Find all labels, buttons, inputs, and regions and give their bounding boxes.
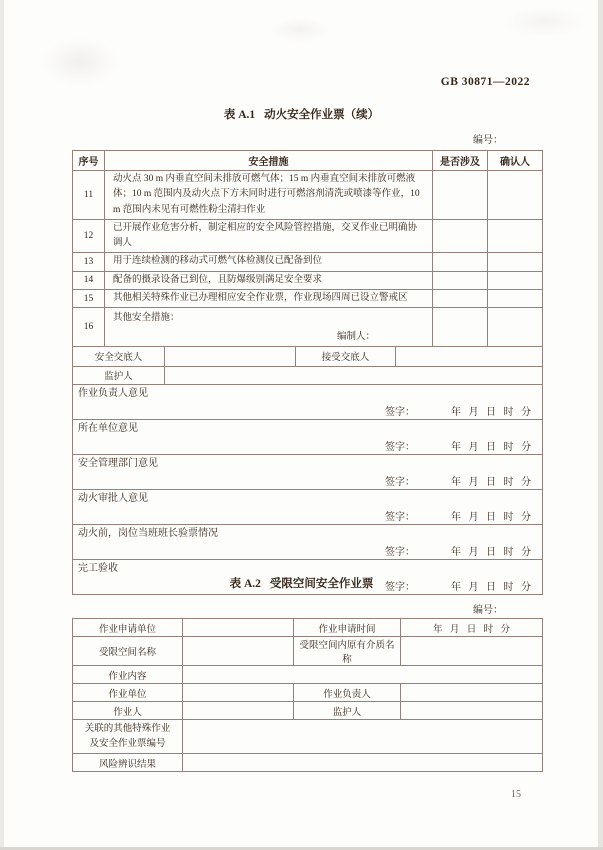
row-related-permits [73,720,543,754]
apply-time-value: 年 月 日 时 分 [401,619,543,637]
opinion-cell [73,454,543,489]
briefing-giver-value [165,346,296,366]
opinion-row-ticket-check [73,524,543,559]
measure-no: 15 [73,290,105,308]
briefing-receiver-value [396,346,543,366]
col-header-confirmer: 确认人 [488,151,543,171]
measure-row-12 [73,219,543,253]
related-permits-label [73,720,183,754]
signature-line [78,543,537,558]
worker-value [183,702,294,720]
briefing-row [73,346,543,366]
involved-cell [433,253,488,271]
measure-text: 其他相关特殊作业已办理相应安全作业票，作业现场四周已设立警戒区 [105,290,433,308]
briefing-giver-label: 安全交底人 [73,346,165,366]
row-content [73,666,543,684]
row-risk [73,754,543,772]
confirmer-cell [488,271,543,289]
sign-label: 签字： [385,476,415,488]
date-placeholder: 年 月 日 时 分 [451,581,531,593]
confirmer-cell [488,290,543,308]
confirmer-cell [488,171,543,220]
page-number: 15 [511,789,521,800]
measure-no: 12 [73,219,105,253]
content-value [183,666,543,684]
date-placeholder: 年 月 日 时 分 [451,511,531,523]
other-measure-label: 其他安全措施： [113,313,180,324]
signature-line [78,473,537,488]
worker-label: 作业人 [73,702,183,720]
sign-label: 签字： [385,511,415,523]
measure-row-13 [73,253,543,271]
opinion-cell [73,384,543,419]
signature-line [78,438,537,453]
opinion-row-approver [73,489,543,524]
standard-code: GB 30871—2022 [440,76,530,88]
date-placeholder: 年 月 日 时 分 [451,546,531,558]
table-a1-measures [72,150,543,347]
table-a1 [72,150,542,595]
leader-value [401,684,543,702]
sign-label: 签字： [385,441,415,453]
row-apply [73,619,543,637]
sign-label: 签字： [385,406,415,418]
guardian-row [73,366,543,384]
table-a1-title [0,106,603,122]
related-permits-label-line1: 关联的其他特殊作业 [84,723,171,734]
table-a2-title [0,575,603,591]
confirmer-cell [488,308,543,347]
date-placeholder: 年 月 日 时 分 [451,441,531,453]
opinion-label: 所在单位意见 [78,422,138,434]
risk-value [183,754,543,772]
compiler-label: 编制人： [337,331,376,342]
scan-edge-right [598,0,603,850]
involved-cell [433,271,488,289]
guardian-value [165,366,543,384]
guardian-value [401,702,543,720]
other-measure-cell [105,308,433,347]
sign-label: 签字： [385,581,415,593]
opinion-label: 完工验收 [78,562,118,574]
measure-row-16 [73,308,543,347]
measure-no: 11 [73,171,105,220]
signature-line [78,403,537,418]
opinion-label: 安全管理部门意见 [78,457,158,469]
date-placeholder: 年 月 日 时 分 [451,406,531,418]
briefing-receiver-label: 接受交底人 [296,346,396,366]
table-a2-grid [72,618,543,772]
guardian-label: 监护人 [73,366,165,384]
sign-label: 签字： [385,546,415,558]
confirmer-cell [488,219,543,253]
col-header-measure: 安全措施 [105,151,433,171]
apply-unit-label: 作业申请单位 [73,619,183,637]
opinion-label: 动火审批人意见 [78,492,148,504]
related-permits-value [183,720,543,754]
opinion-row-unit [73,419,543,454]
table-a1-number-label: 编号： [473,135,503,146]
work-unit-value [183,684,294,702]
table-a1-title-prefix: 表 A.1 [223,109,256,121]
leader-label: 作业负责人 [294,684,401,702]
involved-cell [433,290,488,308]
row-work-unit [73,684,543,702]
table-a1-title-text: 动火安全作业票（续） [264,109,380,121]
table-a2-number-label: 编号： [473,605,503,616]
space-name-label: 受限空间名称 [73,637,183,666]
signature-line [78,508,537,523]
measure-text: 已开展作业危害分析，制定相应的安全风险管控措施，交叉作业已明确协调人 [105,219,433,253]
opinion-label: 动火前，岗位当班班长验票情况 [78,527,218,539]
table-a2 [72,618,542,772]
space-name-value [183,637,294,666]
apply-time-label: 作业申请时间 [294,619,401,637]
involved-cell [433,219,488,253]
date-placeholder: 年 月 日 时 分 [451,476,531,488]
measure-no: 14 [73,271,105,289]
opinion-cell [73,419,543,454]
measure-no: 16 [73,308,105,347]
apply-unit-value [183,619,294,637]
opinion-row-leader [73,384,543,419]
involved-cell [433,308,488,347]
table-a1-header-row [73,151,543,171]
confirmer-cell [488,253,543,271]
row-worker [73,702,543,720]
table-a1-briefing [72,346,543,385]
guardian-label: 监护人 [294,702,401,720]
col-header-involved: 是否涉及 [433,151,488,171]
measure-row-11 [73,171,543,220]
medium-name-value [401,637,543,666]
measure-text: 动火点 30 m 内垂直空间未排放可燃气体；15 m 内垂直空间未排放可燃液体；10 m 范围内及动火点下方未同时进行可燃溶剂清洗或喷漆等作业，10 m 范围内未见有可燃性粉尘清扫作业 [105,171,433,220]
measure-row-15 [73,290,543,308]
opinion-cell [73,489,543,524]
col-header-seq: 序号 [73,151,105,171]
work-unit-label: 作业单位 [73,684,183,702]
involved-cell [433,171,488,220]
risk-label: 风险辨识结果 [73,754,183,772]
opinion-row-safety-dept [73,454,543,489]
scan-edge-left [0,0,4,850]
measure-no: 13 [73,253,105,271]
opinion-label: 作业负责人意见 [78,387,148,399]
table-a2-title-text: 受限空间安全作业票 [269,578,374,590]
measure-row-14 [73,271,543,289]
measure-text: 配备的摄录设备已到位，且防爆级别满足安全要求 [105,271,433,289]
opinion-cell [73,524,543,559]
medium-name-label: 受限空间内原有介质名称 [294,637,401,666]
measure-text: 用于连续检测的移动式可燃气体检测仪已配备到位 [105,253,433,271]
table-a2-title-prefix: 表 A.2 [229,578,261,590]
row-space-name [73,637,543,666]
table-a1-opinions [72,384,543,595]
related-permits-label-line2: 及安全作业票编号 [89,738,166,749]
content-label: 作业内容 [73,666,183,684]
